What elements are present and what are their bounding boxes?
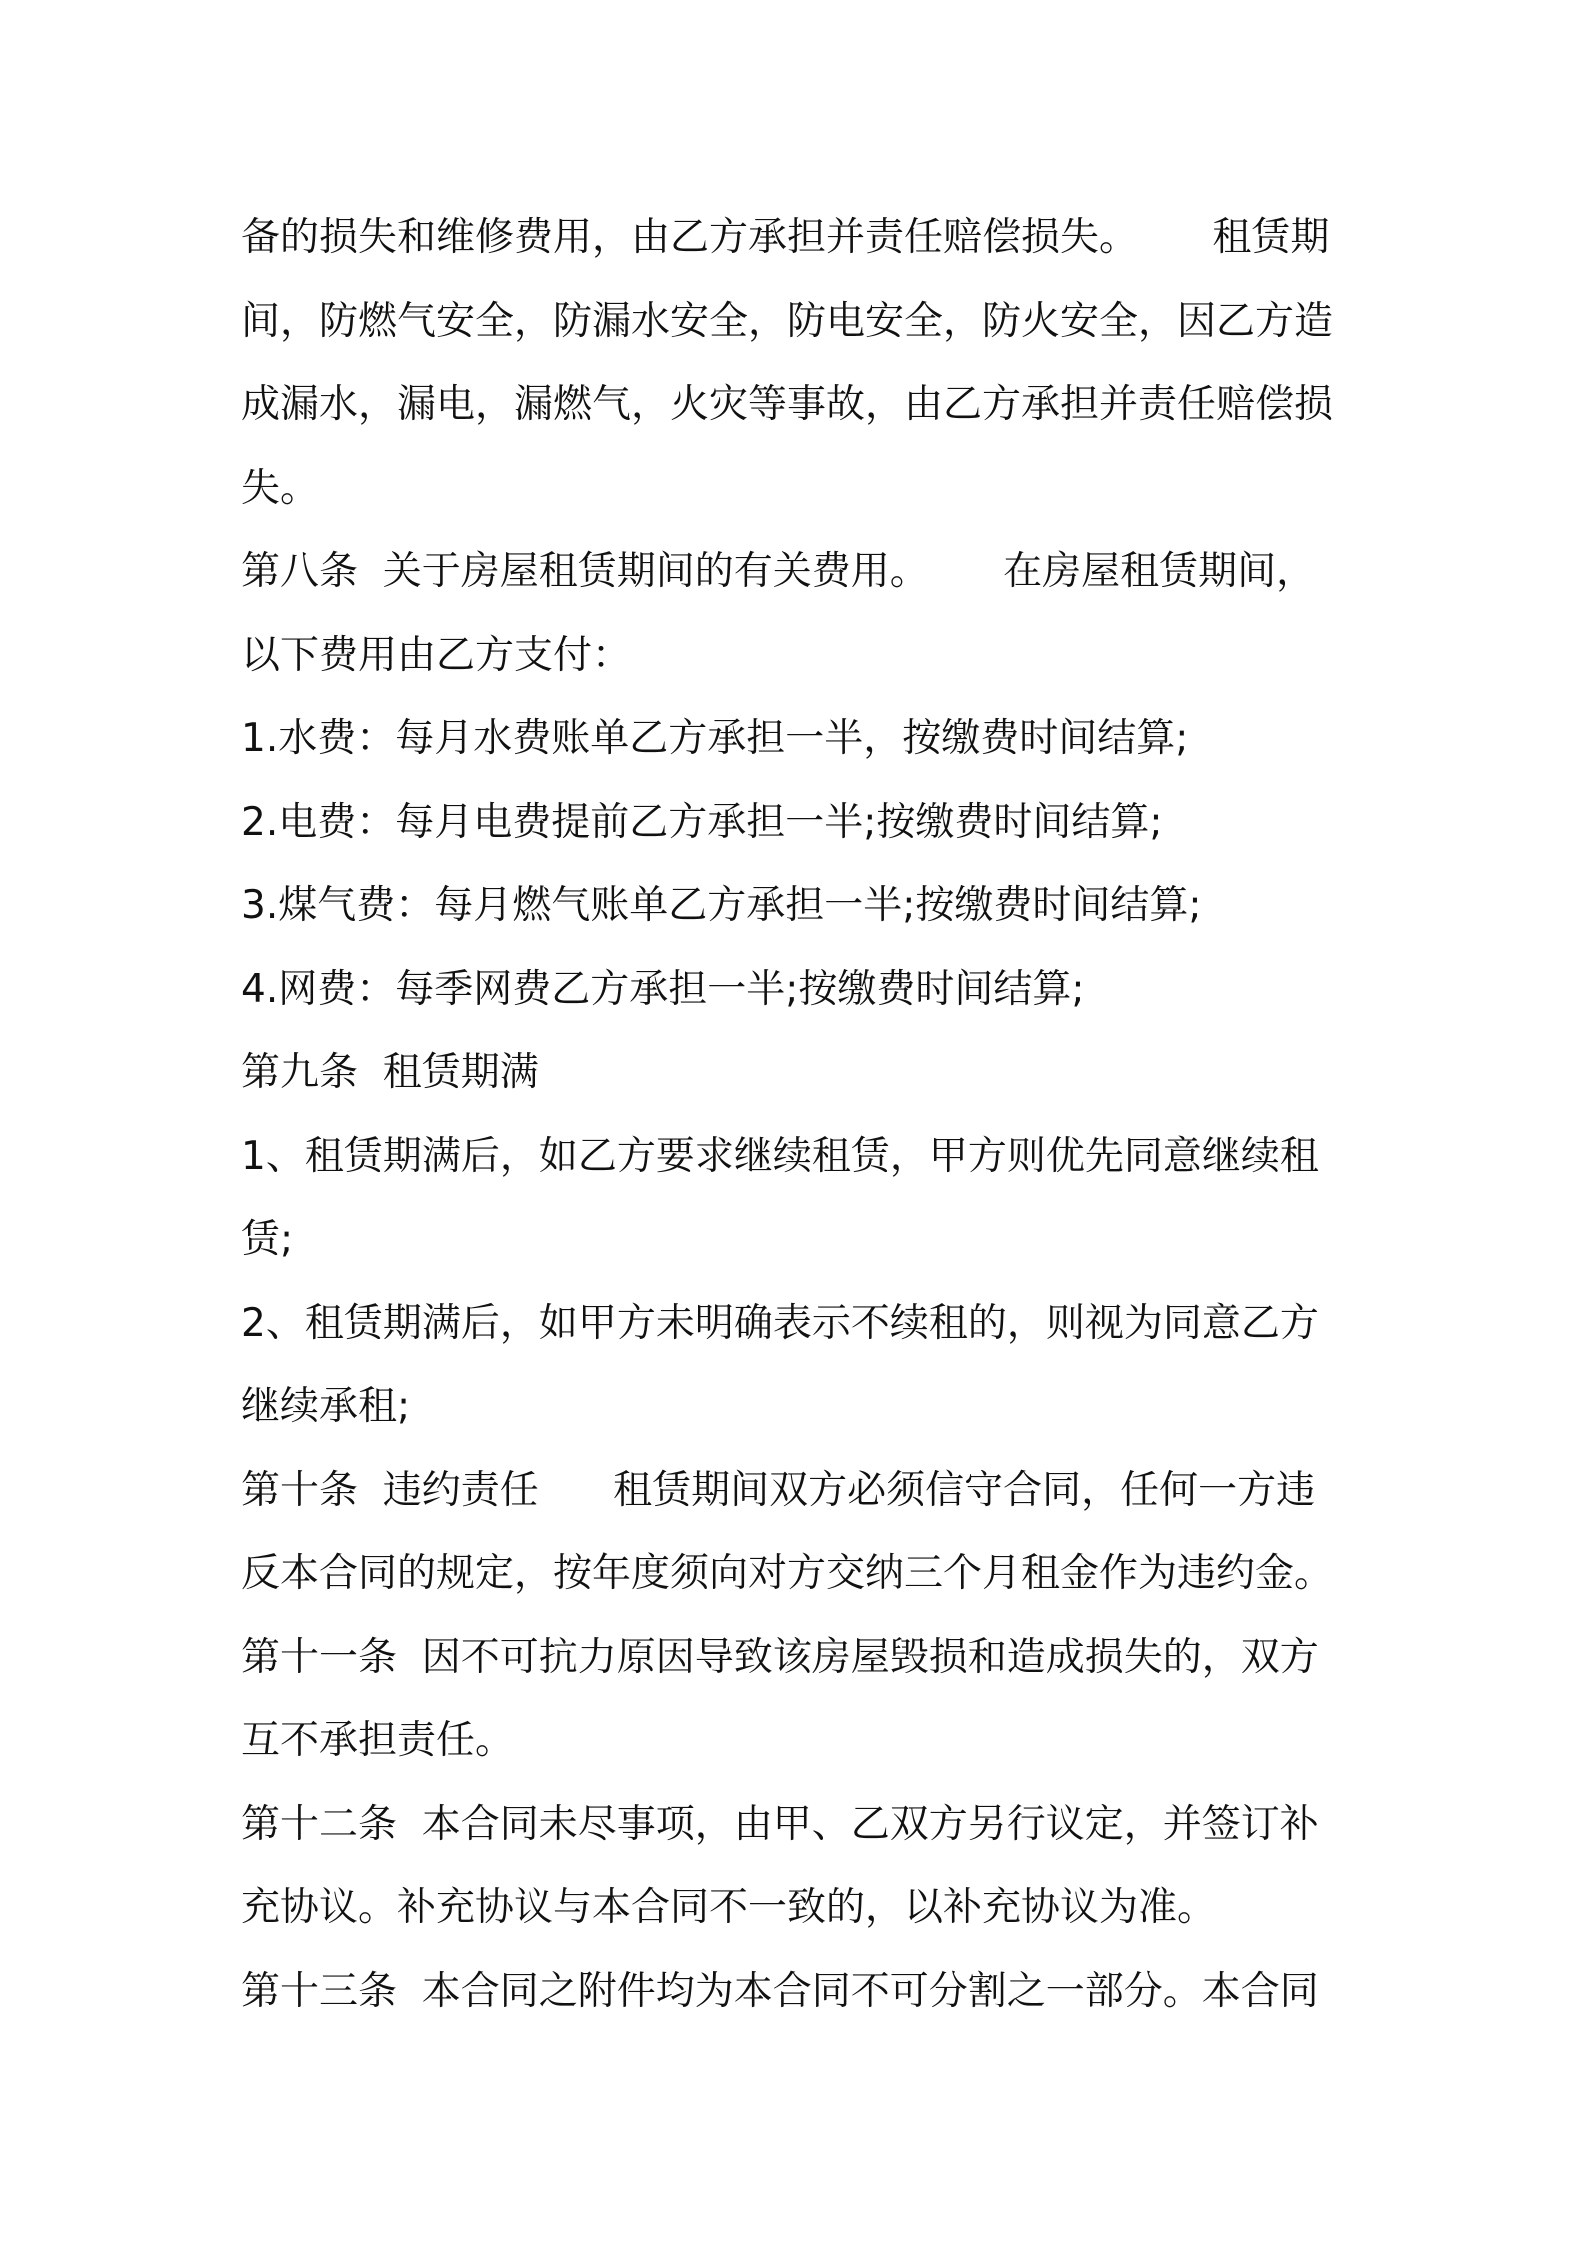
list-item-electricity-fee: 2.电费：每月电费提前乙方承担一半;按缴费时间结算; xyxy=(241,799,1163,845)
article-9-heading: 第九条 租赁期满 xyxy=(241,1050,539,1095)
list-item-gas-fee: 3.煤气费：每月燃气账单乙方承担一半;按缴费时间结算; xyxy=(241,883,1202,928)
text-line: 继续承租; xyxy=(241,1384,411,1429)
text-line: 互不承担责任。 xyxy=(241,1718,515,1763)
text-line: 2、租赁期满后，如甲方未明确表示不续租的，则视为同意乙方 xyxy=(241,1300,1319,1346)
text-line: 赁; xyxy=(241,1217,294,1262)
text-line: 1、租赁期满后，如乙方要求继续租赁，甲方则优先同意继续租 xyxy=(241,1133,1319,1179)
article-13-line: 第十三条 本合同之附件均为本合同不可分割之一部分。本合同 xyxy=(241,1968,1319,2014)
list-item-internet-fee: 4.网费：每季网费乙方承担一半;按缴费时间结算; xyxy=(241,966,1085,1012)
article-12-line: 第十二条 本合同未尽事项，由甲、乙双方另行议定，并签订补 xyxy=(241,1801,1319,1847)
list-item-water-fee: 1.水费：每月水费账单乙方承担一半，按缴费时间结算; xyxy=(241,716,1189,761)
article-11-line: 第十一条 因不可抗力原因导致该房屋毁损和造成损失的，双方 xyxy=(241,1634,1319,1680)
article-8-heading-line: 第八条 关于房屋租赁期间的有关费用。 在房屋租赁期间， xyxy=(241,549,1316,594)
article-10-heading-line: 第十条 违约责任 租赁期间双方必须信守合同，任何一方违 xyxy=(241,1467,1316,1513)
text-line: 间，防燃气安全，防漏水安全，防电安全，防火安全，因乙方造 xyxy=(241,298,1334,344)
text-line: 成漏水，漏电，漏燃气，火灾等事故，由乙方承担并责任赔偿损 xyxy=(241,382,1334,427)
text-line: 充协议。补充协议与本合同不一致的，以补充协议为准。 xyxy=(241,1885,1217,1930)
text-line: 以下费用由乙方支付： xyxy=(241,632,632,678)
contract-text xyxy=(241,196,1361,2033)
text-line: 备的损失和维修费用，由乙方承担并责任赔偿损失。 租赁期 xyxy=(241,215,1330,260)
text-line: 反本合同的规定，按年度须向对方交纳三个月租金作为违约金。 xyxy=(241,1551,1334,1596)
text-line: 失。 xyxy=(241,465,320,511)
